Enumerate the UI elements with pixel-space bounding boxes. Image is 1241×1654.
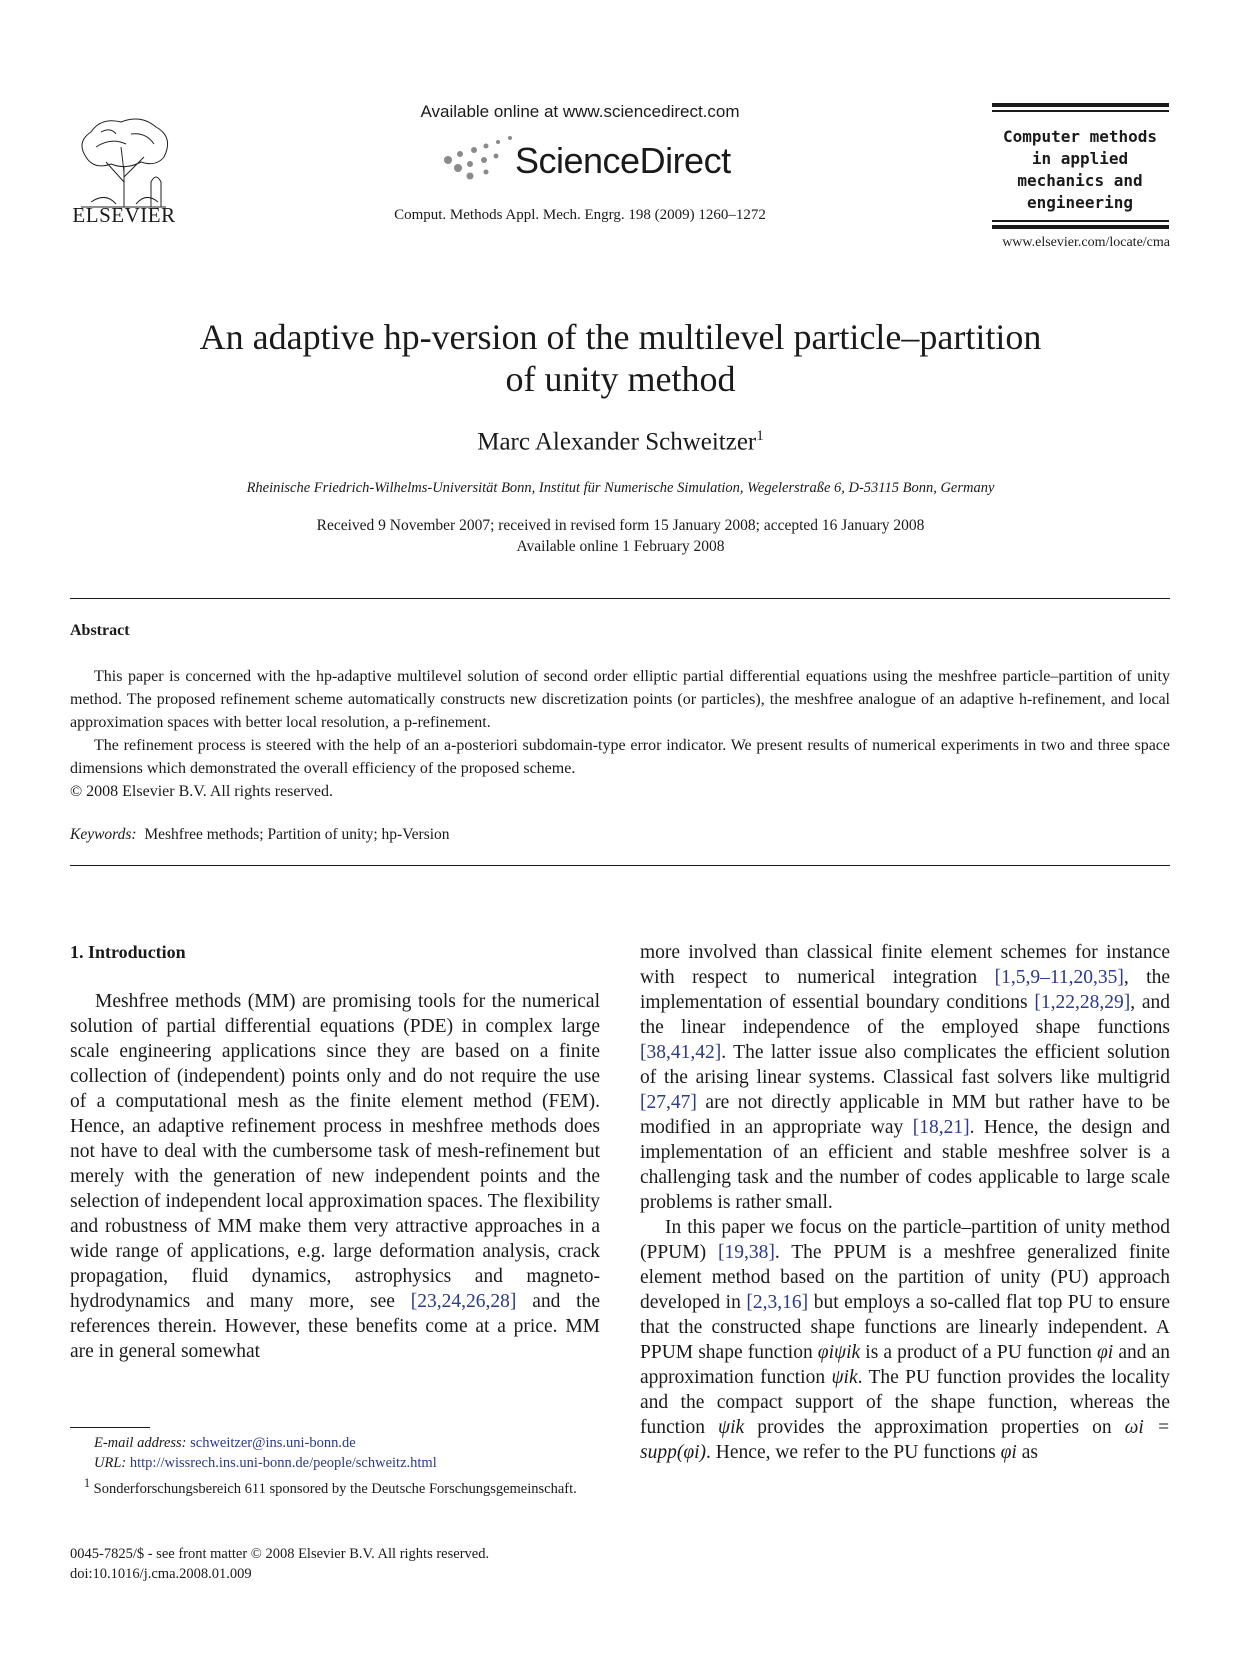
journal-reference: Comput. Methods Appl. Mech. Engrg. 198 (2009) 1260–1272 bbox=[394, 207, 766, 223]
journal-rule bbox=[992, 103, 1169, 107]
email-link[interactable]: schweitzer@ins.uni-bonn.de bbox=[190, 1435, 356, 1451]
citation-link[interactable]: [18,21] bbox=[912, 1117, 970, 1138]
body-text: as bbox=[1016, 1442, 1038, 1463]
right-column bbox=[640, 940, 1170, 1465]
url-label: URL: bbox=[94, 1455, 127, 1471]
body-text: , the implementation of essential boundary conditions bbox=[640, 967, 1170, 1013]
math-inline: φiψik bbox=[817, 1342, 861, 1363]
body-text: are not directly applicable in MM but rather have to be modified in an appropriate way bbox=[640, 1092, 1170, 1138]
abstract-copyright: © 2008 Elsevier B.V. All rights reserved. bbox=[70, 783, 333, 800]
body-text: . The PPUM is a meshfree generalized finite element method based on the partition of unity (PU) approach developed in bbox=[640, 1242, 1170, 1313]
publisher-name: ELSEVIER bbox=[72, 203, 176, 227]
journal-url[interactable]: www.elsevier.com/locate/cma bbox=[1002, 235, 1170, 250]
sciencedirect-wordmark: ScienceDirect bbox=[515, 140, 731, 181]
journal-rule bbox=[992, 110, 1169, 112]
abstract-paragraph: The refinement process is steered with the help of an a-posteriori subdomain-type error indicator. We present results of numerical experiments in two and three space dimensions which demonstrated the overall efficiency of the proposed scheme. bbox=[70, 737, 1170, 777]
citation-link[interactable]: [1,5,9–11,20,35] bbox=[994, 967, 1124, 988]
citation-link[interactable]: [23,24,26,28] bbox=[410, 1291, 517, 1312]
article-title-line: of unity method bbox=[505, 359, 736, 399]
page-footer bbox=[70, 1544, 600, 1584]
journal-title-line: mechanics and bbox=[1017, 171, 1143, 190]
math-inline: φi bbox=[1097, 1342, 1114, 1363]
body-text: and an approximation function bbox=[640, 1342, 1170, 1388]
body-paragraph bbox=[640, 1215, 1170, 1465]
section-heading: 1. Introduction bbox=[70, 942, 186, 962]
url-footnote bbox=[70, 1453, 600, 1473]
body-text: . Hence, we refer to the PU functions bbox=[706, 1442, 1001, 1463]
keywords-label: Keywords: bbox=[70, 826, 137, 843]
body-text: . The latter issue also complicates the efficient solution of the arising linear systems. Classical fast solvers like multigrid bbox=[640, 1042, 1170, 1088]
citation-link[interactable]: [27,47] bbox=[640, 1092, 697, 1113]
available-online-text: Available online at www.sciencedirect.com bbox=[420, 102, 740, 121]
body-text: provides the approximation properties on bbox=[744, 1417, 1125, 1438]
article-dates bbox=[100, 515, 1141, 557]
received-dates: Received 9 November 2007; received in revised form 15 January 2008; accepted 16 January 2008 bbox=[316, 517, 925, 534]
citation-link[interactable]: [2,3,16] bbox=[746, 1292, 809, 1313]
citation-link[interactable]: [38,41,42] bbox=[640, 1042, 722, 1063]
body-paragraph bbox=[70, 989, 600, 1364]
math-inline: φi bbox=[1000, 1442, 1017, 1463]
journal-title-line: engineering bbox=[1027, 193, 1133, 212]
body-text: Meshfree methods (MM) are promising tools for the numerical solution of partial differential equations (PDE) in complex large scale engineering applications since they are based on a finite collection of (independent) points only and do not require the use of a computational mesh as the finite element method (FEM). Hence, an adaptive refinement process in meshfree methods does not have to deal with the cumbersome task of mesh-refinement but merely with the generation of new independent points and the selection of independent local approximation spaces. The flexibility and robustness of MM make them very attractive approaches in a wide range of applications, e.g. large deformation analysis, crack propagation, fluid dynamics, astrophysics and magneto-hydrodynamics and many more, see bbox=[70, 991, 600, 1312]
journal-rule bbox=[992, 225, 1169, 229]
body-text: . The PU function provides the locality and the compact support of the shape function, whereas the function bbox=[640, 1367, 1170, 1438]
body-text: . Hence, the design and implementation of an efficient and stable meshfree solver is a challenging task and the number of codes applicable to large scale problems is rather small. bbox=[640, 1117, 1171, 1213]
journal-rule bbox=[992, 220, 1169, 222]
citation-link[interactable]: [19,38] bbox=[717, 1242, 775, 1263]
journal-title-line: in applied bbox=[1031, 149, 1129, 168]
abstract-heading: Abstract bbox=[70, 622, 130, 639]
divider bbox=[70, 865, 1170, 866]
affiliation: Rheinische Friedrich-Wilhelms-Universität Bonn, Institut für Numerische Simulation, Wegelerstraße 6, D-53115 Bonn, Germany bbox=[246, 480, 995, 496]
author-footnote-mark[interactable]: 1 bbox=[756, 428, 764, 444]
math-inline: ψik bbox=[718, 1417, 745, 1438]
article-title-line: An adaptive hp-version of the multilevel particle–partition bbox=[199, 317, 1042, 357]
body-text: but employs a so-called flat top PU to ensure that the constructed shape functions are linearly independent. A PPUM shape function bbox=[640, 1292, 1170, 1363]
body-text: is a product of a PU function bbox=[860, 1342, 1098, 1363]
footnote-mark: 1 bbox=[84, 1476, 91, 1490]
author bbox=[100, 428, 1141, 456]
abstract-body bbox=[70, 665, 1170, 803]
footnote-text: Sonderforschungsbereich 611 sponsored by the Deutsche Forschungsgemeinschaft. bbox=[93, 1480, 577, 1497]
body-text: and the references therein. However, these benefits come at a price. MM are in general somewhat bbox=[70, 1291, 601, 1362]
body-text: , and the linear independence of the employed shape functions bbox=[640, 992, 1170, 1038]
footnote-rule bbox=[70, 1427, 150, 1428]
keywords-list: Meshfree methods; Partition of unity; hp-Version bbox=[144, 826, 450, 843]
citation-link[interactable]: [1,22,28,29] bbox=[1034, 992, 1131, 1013]
divider bbox=[70, 598, 1170, 599]
author-name: Marc Alexander Schweitzer bbox=[477, 428, 757, 456]
issn-line: 0045-7825/$ - see front matter © 2008 Elsevier B.V. All rights reserved. bbox=[70, 1546, 490, 1562]
article-title bbox=[100, 316, 1141, 400]
keywords bbox=[70, 826, 450, 844]
left-column bbox=[70, 940, 600, 1364]
doi-line[interactable]: doi:10.1016/j.cma.2008.01.009 bbox=[70, 1566, 252, 1582]
url-link[interactable]: http://wissrech.ins.uni-bonn.de/people/schweitz.html bbox=[129, 1455, 437, 1471]
email-label: E-mail address: bbox=[94, 1435, 187, 1451]
journal-title-line: Computer methods bbox=[1002, 127, 1158, 146]
math-inline: ψik bbox=[831, 1367, 858, 1388]
footnote-1 bbox=[70, 1473, 600, 1499]
body-text: In this paper we focus on the particle–partition of unity method (PPUM) bbox=[640, 1217, 1170, 1263]
journal-title bbox=[985, 126, 1175, 214]
math-inline: ωi = supp(φi) bbox=[640, 1417, 1170, 1463]
available-date: Available online 1 February 2008 bbox=[516, 538, 725, 555]
abstract-paragraph: This paper is concerned with the hp-adaptive multilevel solution of second order elliptic partial differential equations using the meshfree particle–partition of unity method. The proposed refinement scheme automatically constructs new discretization points (or particles), the meshfree analogue of an adaptive h-refinement, and local approximation spaces with better local resolution, a p-refinement. bbox=[70, 668, 1170, 731]
footnotes bbox=[70, 1433, 600, 1499]
body-paragraph bbox=[640, 940, 1170, 1215]
email-footnote bbox=[70, 1433, 600, 1453]
body-text: more involved than classical finite element schemes for instance with respect to numerical integration bbox=[640, 942, 1170, 988]
